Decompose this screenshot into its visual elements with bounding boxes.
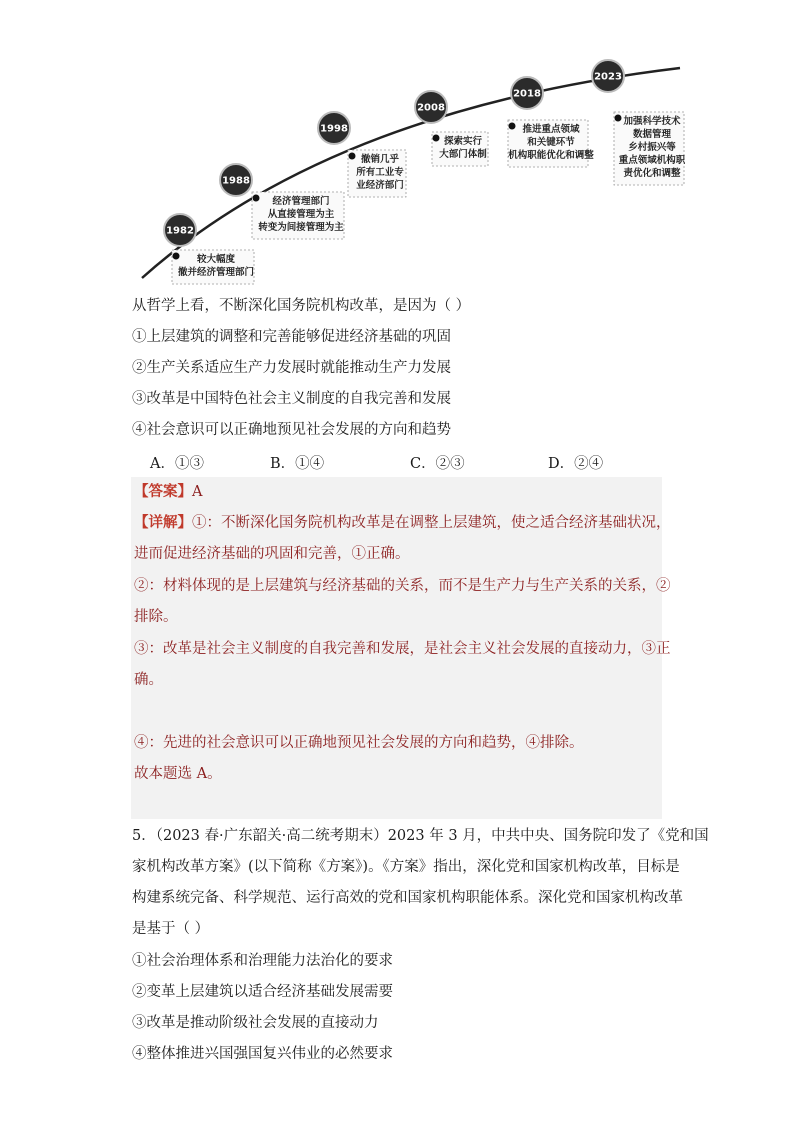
timeline-label-2023-line-5: 责优化和调整 <box>623 168 681 179</box>
q4-option-a[interactable]: A．①③ <box>150 456 204 472</box>
detail-line-8: 故本题选 A。 <box>134 766 222 782</box>
timeline-year-2008: 2008 <box>417 102 445 114</box>
timeline-label-1982-line-1: 较大幅度 <box>196 254 236 265</box>
timeline-label-2023-line-3: 乡村振兴等 <box>628 142 676 153</box>
timeline-label-2008-line-2: 大部门体制 <box>439 149 487 160</box>
q5-item-4: ④整体推进兴国强国复兴伟业的必然要求 <box>132 1046 393 1062</box>
detail-label: 【详解】 <box>134 514 192 531</box>
detail-line-4: 排除。 <box>134 609 178 625</box>
q5-stem-4: 是基于（ ） <box>132 921 210 937</box>
q4-options <box>150 452 630 472</box>
timeline-label-2018-line-1: 推进重点领域 <box>522 124 580 135</box>
q4-item-3: ③改革是中国特色社会主义制度的自我完善和发展 <box>132 391 451 407</box>
timeline-year-2018: 2018 <box>513 88 541 100</box>
timeline-bullet-2023 <box>615 115 622 122</box>
timeline-label-1988-line-3: 转变为间接管理为主 <box>258 222 344 233</box>
timeline-year-2023: 2023 <box>594 71 622 83</box>
q4-option-c[interactable]: C．②③ <box>410 456 465 472</box>
q5-stem-2: 家机构改革方案》(以下简称《方案》)。《方案》指出，深化党和国家机构改革，目标是 <box>132 859 680 875</box>
q4-option-b[interactable]: B．①④ <box>270 456 325 472</box>
timeline-bullet-1998 <box>349 153 356 160</box>
detail-line-6: 确。 <box>134 672 163 688</box>
timeline-label-1998-line-2: 所有工业专 <box>356 167 404 178</box>
reform-timeline-figure <box>130 50 690 290</box>
timeline-svg <box>130 50 690 290</box>
detail-line-7: ④：先进的社会意识可以正确地预见社会发展的方向和趋势，④排除。 <box>134 735 584 751</box>
timeline-year-1998: 1998 <box>320 123 348 135</box>
timeline-label-1998-line-1: 撤销几乎 <box>360 154 400 165</box>
q4-option-d[interactable]: D．②④ <box>548 456 604 472</box>
timeline-label-2023-line-2: 数据管理 <box>632 129 672 140</box>
detail-line-3: ②：材料体现的是上层建筑与经济基础的关系，而不是生产力与生产关系的关系，② <box>134 578 671 594</box>
timeline-year-1988: 1988 <box>222 175 250 187</box>
timeline-bullet-2018 <box>509 123 516 130</box>
answer-value: A <box>192 484 203 500</box>
timeline-label-2023-line-4: 重点领域机构职 <box>618 155 686 166</box>
q4-stem: 从哲学上看，不断深化国务院机构改革，是因为（ ） <box>132 298 471 314</box>
timeline-label-1998-line-3: 业经济部门 <box>356 180 404 191</box>
timeline-label-2018-line-3: 机构职能优化和调整 <box>508 150 594 161</box>
timeline-bullet-1988 <box>253 195 260 202</box>
q5-stem-3: 构建系统完备、科学规范、运行高效的党和国家机构职能体系。深化党和国家机构改革 <box>132 890 683 906</box>
q5-item-2: ②变革上层建筑以适合经济基础发展需要 <box>132 984 393 1000</box>
timeline-bullet-1982 <box>173 253 180 260</box>
timeline-year-1982: 1982 <box>166 225 194 237</box>
timeline-label-2008-line-1: 探索实行 <box>443 136 483 147</box>
answer-label: 【答案】 <box>134 483 192 500</box>
answer-line <box>134 482 202 502</box>
q4-item-2: ②生产关系适应生产力发展时就能推动生产力发展 <box>132 360 451 376</box>
timeline-label-2023-line-1: 加强科学技术 <box>623 116 681 127</box>
timeline-label-1988-line-1: 经济管理部门 <box>272 196 330 207</box>
q5-item-1: ①社会治理体系和治理能力法治化的要求 <box>132 953 393 969</box>
q5-stem-1: 5．（2023 春·广东韶关·高二统考期末）2023 年 3 月，中共中央、国务院印发了《党和国 <box>132 828 709 844</box>
detail-text-1: ①：不断深化国务院机构改革是在调整上层建筑，使之适合经济基础状况， <box>192 515 671 531</box>
detail-line-2: 进而促进经济基础的巩固和完善，①正确。 <box>134 546 410 562</box>
q4-item-4: ④社会意识可以正确地预见社会发展的方向和趋势 <box>132 422 451 438</box>
q4-item-1: ①上层建筑的调整和完善能够促进经济基础的巩固 <box>132 329 451 345</box>
timeline-label-1982-line-2: 撤并经济管理部门 <box>177 267 255 278</box>
detail-line-5: ③：改革是社会主义制度的自我完善和发展，是社会主义社会发展的直接动力，③正 <box>134 641 671 657</box>
timeline-label-2018-line-2: 和关键环节 <box>527 137 575 148</box>
timeline-bullet-2008 <box>433 135 440 142</box>
timeline-label-1988-line-2: 从直接管理为主 <box>267 209 335 220</box>
q5-item-3: ③改革是推动阶级社会发展的直接动力 <box>132 1015 379 1031</box>
detail-line-1 <box>134 513 671 533</box>
